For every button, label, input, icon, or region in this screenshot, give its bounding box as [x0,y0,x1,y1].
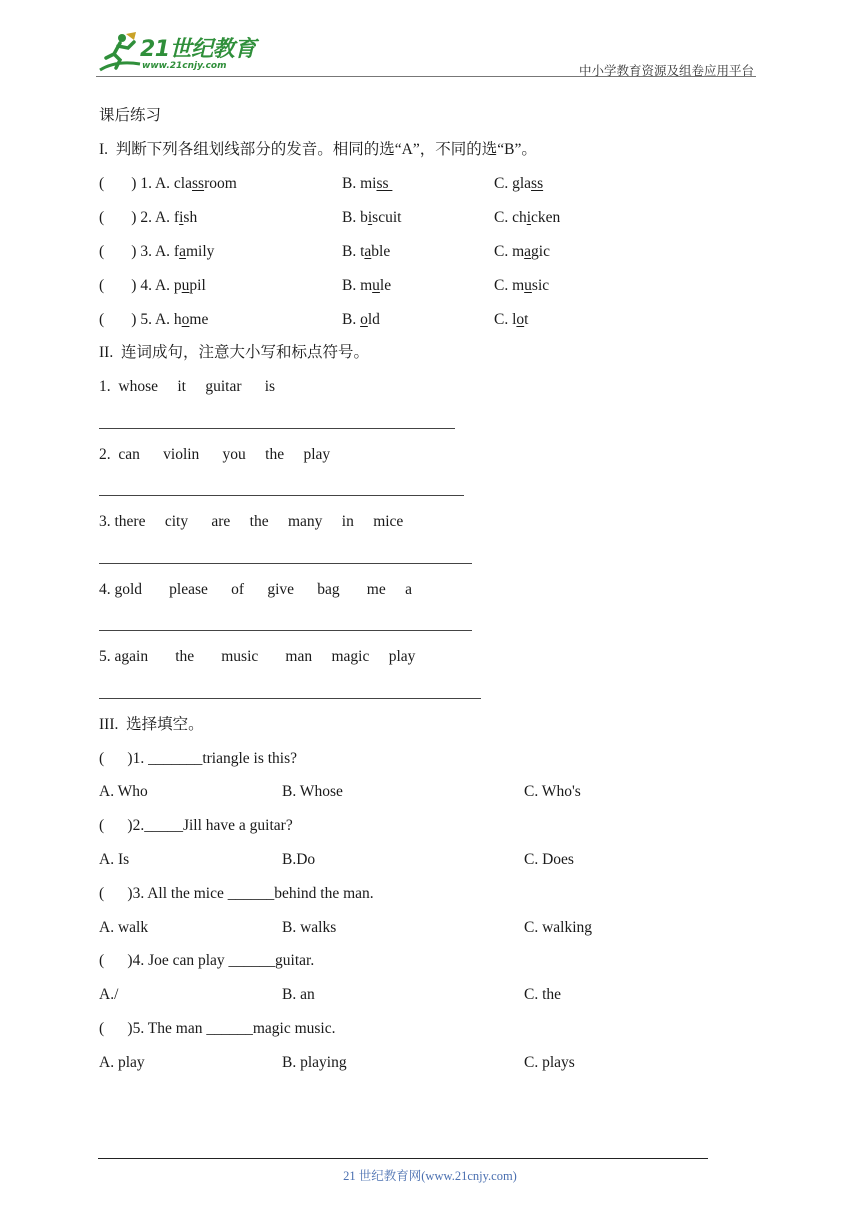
option-b: B.Do [282,851,316,868]
logo [96,30,266,78]
option-c: C. lot [494,311,529,328]
option-c: C. Who's [524,783,581,800]
mc-question: ( )2._____Jill have a guitar? [99,817,293,834]
answer-line[interactable] [99,495,464,496]
option-c: C. chicken [494,209,561,226]
option-a: A./ [99,986,119,1003]
option-c: C. music [494,277,550,294]
footer-link[interactable]: 21 世纪教育网(www.21cnjy.com) [343,1169,517,1183]
option-c: C. plays [524,1054,575,1071]
option-c: C. walking [524,919,593,936]
option-b: B. biscuit [342,209,402,226]
mc-question: ( )5. The man ______magic music. [99,1020,336,1037]
section1-item: ( ) 3. A. family [99,243,215,260]
logo-url: www.21cnjy.com [142,61,227,71]
answer-line[interactable] [99,630,472,631]
section1-item: ( ) 5. A. home [99,311,209,328]
option-b: B. mule [342,277,392,294]
option-a: A. play [99,1054,145,1071]
logo-text: 21世纪教育 [140,37,256,62]
section3-heading: III. 选择填空。 [99,716,204,733]
reorder-item: 3. there city are the many in mice [99,513,404,530]
section1-heading: I. 判断下列各组划线部分的发音。相同的选“A”，不同的选“B”。 [99,141,537,158]
option-b: B. walks [282,919,337,936]
option-c: C. the [524,986,562,1003]
answer-line[interactable] [99,563,472,564]
option-a: A. Who [99,783,148,800]
option-b: B. playing [282,1054,347,1071]
option-c: C. magic [494,243,550,260]
option-b: B. table [342,243,391,260]
section1-item: ( ) 1. A. classroom [99,175,237,192]
option-b: B. an [282,986,315,1003]
mc-question: ( )3. All the mice ______behind the man. [99,885,374,902]
option-b: B. miss [342,175,393,192]
section2-heading: II. 连词成句，注意大小写和标点符号。 [99,344,369,361]
reorder-item: 4. gold please of give bag me a [99,581,412,598]
option-b: B. old [342,311,380,328]
reorder-item: 2. can violin you the play [99,446,331,463]
option-b: B. Whose [282,783,343,800]
runner-logo-icon [96,30,142,76]
answer-line[interactable] [99,428,455,429]
option-c: C. glass [494,175,544,192]
reorder-item: 1. whose it guitar is [99,378,276,395]
option-a: A. walk [99,919,149,936]
option-a: A. Is [99,851,130,868]
header-right-text: 中小学教育资源及组卷应用平台 [578,63,754,78]
mc-question: ( )1. _______triangle is this? [99,750,298,767]
section1-item: ( ) 4. A. pupil [99,277,206,294]
section1-item: ( ) 2. A. fish [99,209,198,226]
page-title: 课后练习 [99,107,162,124]
answer-line[interactable] [99,698,481,699]
header-divider [96,76,756,77]
reorder-item: 5. again the music man magic play [99,648,416,665]
mc-question: ( )4. Joe can play ______guitar. [99,952,315,969]
footer-divider [98,1158,708,1159]
option-c: C. Does [524,851,574,868]
